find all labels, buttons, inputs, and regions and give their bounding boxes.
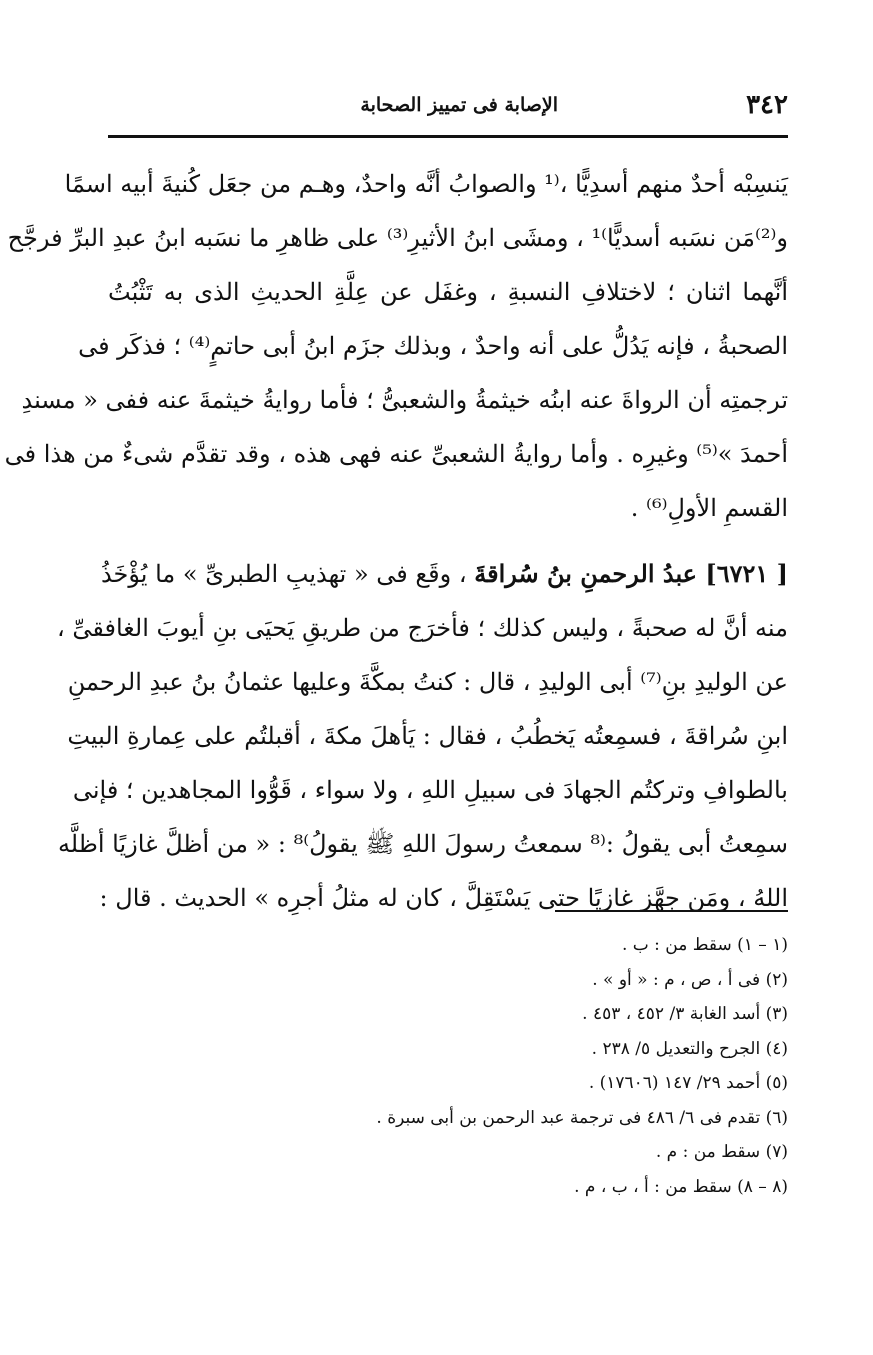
footnote: (٣) أسد الغابة ٣/ ٤٥٢ ، ٤٥٣ . [582, 1004, 788, 1024]
text-line: عن الوليدِ بنِ⁽⁷⁾ أبى الوليدِ ، قال : كنتُ بمكَّةَ وعليها عثمانُ بنُ عبدِ الرحمنِ [67, 668, 788, 696]
footnote: (٧) سقط من : م . [655, 1142, 788, 1162]
text-line: القسمِ الأولِ⁽⁶⁾ . [630, 494, 788, 522]
text-line: و⁽²⁾مَن نسَبه أسديًّا⁾¹ ، ومشَى ابنُ الأثيرِ⁽³⁾ على ظاهرِ ما نسَبه ابنُ عبدِ البرِّ فرجَّح [7, 224, 788, 252]
text-line: سمِعتُ أبى يقولُ :⁽⁸ سمعتُ رسولَ اللهِ ﷺ يقولُ⁾⁸ : « من أظلَّ غازيًا أظلَّه [57, 830, 788, 858]
page-header [108, 88, 788, 128]
paragraph-gap [108, 535, 788, 547]
page-number: ٣٤٢ [746, 90, 788, 120]
text-line: أنَّهما اثنان ؛ لاختلافِ النسبةِ ، وغفَل عن عِلَّةِ الحديثِ الذى به تَثْبُتُ [108, 278, 788, 306]
text-line: أحمدَ »⁽⁵⁾ وغيرِه . وأما روايةُ الشعبىِّ عنه فهى هذه ، وقد تقدَّم شىءٌ من هذا فى [4, 440, 788, 468]
text-line: اللهُ ، ومَن جهَّز غازيًا حتى يَسْتَقِلَّ ، كان له مثلُ أجرِه » الحديث . قال : [99, 884, 788, 912]
footnote: (١ – ١) سقط من : ب . [621, 935, 788, 955]
footnotes [200, 928, 788, 1204]
main-text [4, 157, 788, 925]
header-rule [108, 135, 788, 138]
footnote-rule [555, 910, 788, 912]
paragraph [4, 157, 788, 535]
text-line: ابنِ سُراقةَ ، فسمِعتُه يَخطُبُ ، فقال : يَأهلَ مكةَ ، أقبلتُم على عِمارةِ البيتِ [67, 722, 788, 750]
running-title: الإصابة فى تمييز الصحابة [360, 94, 558, 116]
text-line: ترجمتِه أن الرواةَ عنه ابنُه خيثمةُ والشعبىُّ ؛ فأما روايةُ خيثمةَ عنه ففى « مسندِ [21, 386, 788, 414]
text-line: بالطوافِ وتركتُم الجهادَ فى سبيلِ اللهِ ، ولا سواء ، قَوُّوا المجاهدين ؛ فإنى [72, 776, 788, 804]
footnote: (٥) أحمد ٢٩/ ١٤٧ (١٧٦٠٦) . [588, 1073, 788, 1093]
text-line: الصحبةُ ، فإنه يَدُلُّ على أنه واحدٌ ، وبذلك جزَم ابنُ أبى حاتمٍ⁽⁴⁾ ؛ فذكَر فى [78, 332, 788, 360]
entry-first-line [100, 547, 788, 601]
footnote: (٢) فى أ ، ص ، م : « أو » . [592, 969, 788, 990]
text-line: يَنسِبْه أحدٌ منهم أسدِيًّا ،⁽¹ والصوابُ أنَّه واحدٌ، وهـم من جعَل كُنيةَ أبيه اسمًا [64, 170, 788, 198]
footnote: (٨ – ٨) سقط من : أ ، ب ، م . [574, 1176, 788, 1197]
entry-heading: [ ٦٧٢١] عبدُ الرحمنِ بنُ سُراقةَ [474, 559, 788, 588]
footnote: (٤) الجرح والتعديل ٥/ ٢٣٨ . [591, 1038, 788, 1059]
entry-first-line-rest: ، وقَع فى « تهذيبِ الطبرىِّ » ما يُؤْخَذُ [100, 560, 467, 588]
footnote: (٦) تقدم فى ٦/ ٤٨٦ فى ترجمة عبد الرحمن بن أبى سبرة . [376, 1107, 788, 1128]
paragraph [57, 547, 788, 925]
text-line: منه أنَّ له صحبةً ، وليس كذلك ؛ فأخرَج من طريقِ يَحيَى بنِ أيوبَ الغافقىِّ ، [57, 614, 788, 642]
